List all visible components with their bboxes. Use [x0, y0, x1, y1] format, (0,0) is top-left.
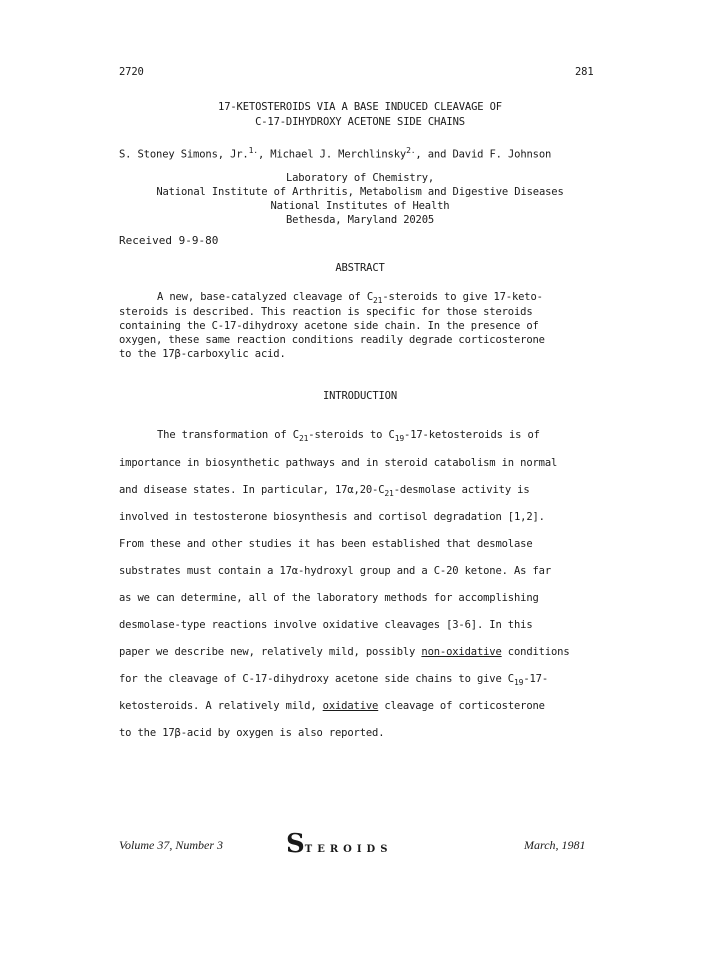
journal-logo-initial: S: [286, 829, 305, 859]
intro-line-1: The transformation of $C_{21}$-steroids to $C_{19}-17$-ketosteroids is of: [157, 429, 540, 444]
abstract-line-4: oxygen, these same reaction conditions readily degrade corticosterone: [119, 334, 545, 346]
intro-line-3: and disease states. In particular, $17\alpha,20-C_{21}$-desmolase activity is: [119, 484, 530, 499]
author-2-footnote-mark: 2.: [406, 146, 416, 155]
author-2: , Michael J. Merchlinsky: [257, 148, 407, 161]
abstract-line-2: steroids is described. This reaction is specific for those steroids: [119, 306, 533, 318]
abstract-line-3: containing the C-17-dihydroxy acetone side chain. In the presence of: [119, 320, 539, 332]
intro-line-5: From these and other studies it has been established that desmolase: [119, 538, 533, 550]
abstract-line-5: to the 17β-carboxylic acid.: [119, 348, 286, 360]
non-oxidative-underlined: non-oxidative: [421, 646, 502, 658]
intro-line-8: desmolase-type reactions involve oxidative cleavages [3-6]. In this: [119, 619, 533, 631]
affiliation-line-1: Laboratory of Chemistry,: [285, 172, 435, 184]
affiliation-line-2: National Institute of Arthritis, Metabolism and Digestive Diseases: [156, 186, 564, 198]
page-number-left: 2720: [119, 66, 144, 78]
abstract-line-1: A new, base-catalyzed cleavage of $C_{21}$-steroids to give 17-keto-: [157, 291, 543, 306]
intro-line-11: ketosteroids. A relatively mild, oxidative cleavage of corticosterone: [119, 700, 545, 712]
affiliation-line-4: Bethesda, Maryland 20205: [285, 214, 435, 226]
journal-logo-rest: TEROIDS: [304, 844, 393, 855]
intro-line-10: for the cleavage of C-17-dihydroxy acetone side chains to give $C_{19}-17-$: [119, 673, 549, 688]
intro-line-9: paper we describe new, relatively mild, possibly non-oxidative conditions: [119, 646, 570, 658]
author-1: S. Stoney Simons, Jr.: [119, 148, 249, 161]
oxidative-underlined: oxidative: [322, 700, 379, 712]
footer-date: March, 1981: [524, 838, 586, 852]
intro-line-2: importance in biosynthetic pathways and in steroid catabolism in normal: [119, 457, 558, 469]
author-3: , and David F. Johnson: [415, 148, 552, 161]
author-line: [119, 146, 551, 161]
journal-logo: [286, 829, 392, 859]
introduction-heading: INTRODUCTION: [322, 390, 398, 402]
received-date: Received 9-9-80: [119, 234, 219, 247]
intro-line-6: substrates must contain a 17α-hydroxyl group and a C-20 ketone. As far: [119, 565, 552, 577]
affiliation-line-3: National Institutes of Health: [270, 200, 450, 212]
footer-volume: Volume 37, Number 3: [119, 838, 223, 852]
page-number-right: 281: [575, 66, 594, 78]
intro-line-4: involved in testosterone biosynthesis and cortisol degradation [1,2].: [119, 511, 545, 523]
intro-line-7: as we can determine, all of the laboratory methods for accomplishing: [119, 592, 539, 604]
title-line-2: C-17-DIHYDROXY ACETONE SIDE CHAINS: [255, 116, 465, 128]
author-1-footnote-mark: 1.: [248, 146, 258, 155]
abstract-heading: ABSTRACT: [335, 262, 385, 274]
title-line-1: 17-KETOSTEROIDS VIA A BASE INDUCED CLEAVAGE OF: [218, 101, 502, 113]
intro-line-12: to the 17β-acid by oxygen is also reported.: [119, 727, 385, 739]
